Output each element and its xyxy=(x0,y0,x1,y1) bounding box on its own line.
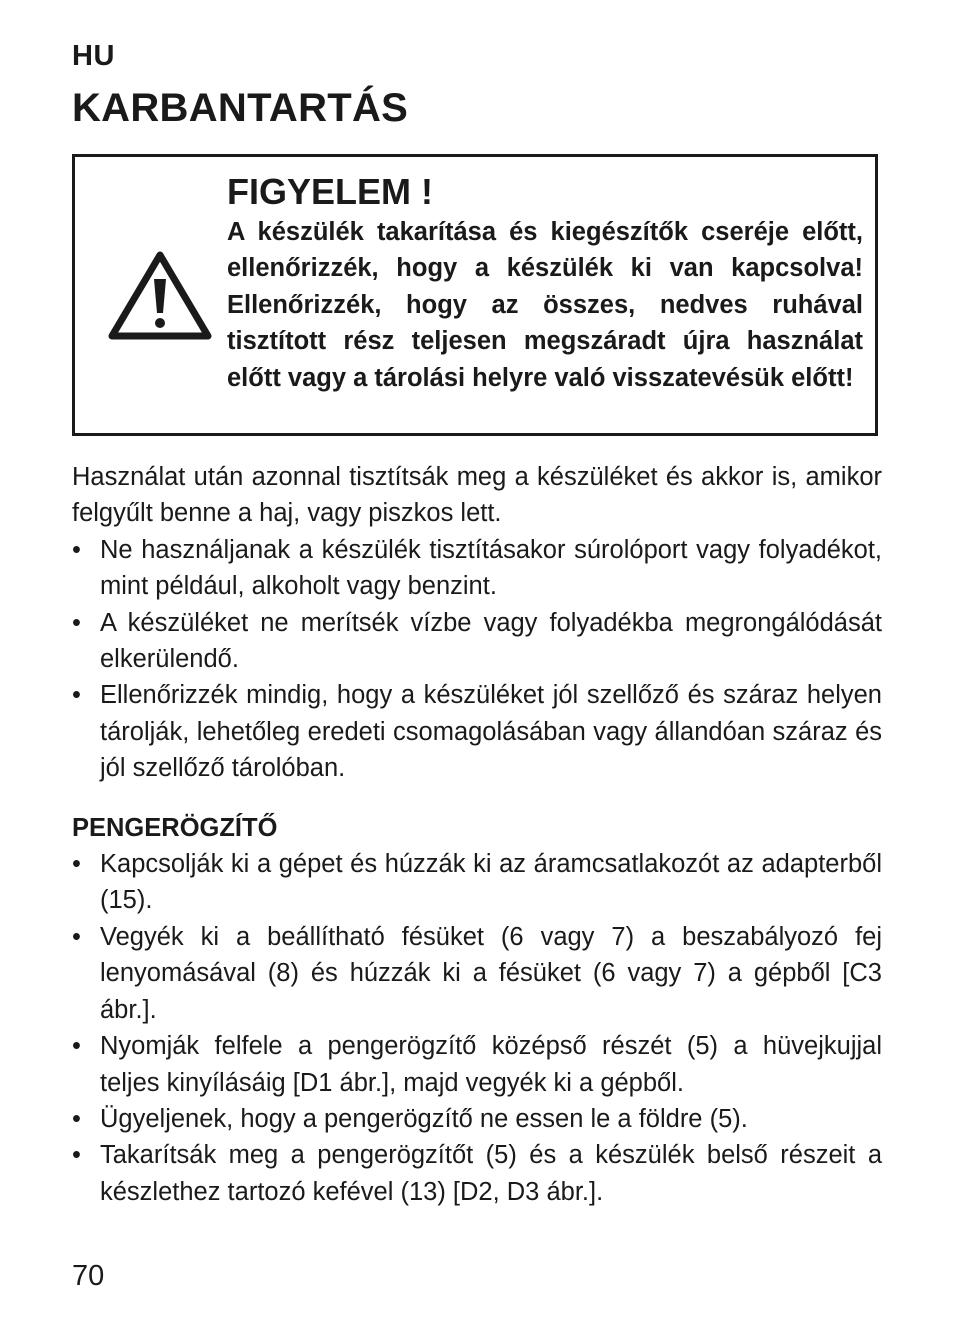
page-number: 70 xyxy=(72,1260,105,1292)
list-item-text: A készüléket ne merítsék vízbe vagy folyadékba megrongálódását elkerülendő. xyxy=(100,608,882,674)
section-list xyxy=(72,846,882,1210)
list-item xyxy=(72,677,882,786)
list-item-text: Ellenőrizzék mindig, hogy a készüléket jól szellőző és száraz helyen tárolják, lehetőleg eredeti csomagolásában vagy állandóan száraz és jól szellőző tárolóban. xyxy=(100,681,882,783)
bullet: • xyxy=(72,608,81,637)
warning-text: A készülék takarítása és kiegészítők cseréje előtt, ellenőrizzék, hogy a készülék ki van kapcsolva! Ellenőrizzék, hogy az összes, nedves ruhával tisztított rész teljesen megszáradt újra használat előtt vagy a tárolási helyre való visszatevésük előtt! xyxy=(227,218,863,392)
list-item xyxy=(72,846,882,919)
list-item xyxy=(72,605,882,678)
bullet: • xyxy=(72,681,81,710)
warning-box xyxy=(72,154,878,436)
list-item-text: Ne használjanak a készülék tisztításakor súrolóport vagy folyadékot, mint például, alkoholt vagy benzint. xyxy=(100,535,882,601)
language-code: HU xyxy=(72,40,115,72)
bullet: • xyxy=(72,922,81,951)
list-item xyxy=(72,1028,882,1101)
page-title: KARBANTARTÁS xyxy=(72,86,409,130)
list-item-text: Kapcsolják ki a gépet és húzzák ki az áramcsatlakozót az adapterből (15). xyxy=(100,850,882,915)
list-item-text: Vegyék ki a beállítható fésüket (6 vagy 7) a beszabályozó fej lenyomásával (8) és húzzák ki a fésüket (6 vagy 7) a gépből [C3 ábr.]. xyxy=(100,922,882,1024)
bullet: • xyxy=(72,535,81,564)
list-item-text: Nyomják felfele a pengerögzítő középső részét (5) a hüvejkujjal teljes kinyílásáig [D1 ábr.], majd vegyék ki a gépből. xyxy=(100,1032,882,1097)
list-item xyxy=(72,1101,882,1137)
list-item xyxy=(72,1137,882,1210)
bullet: • xyxy=(72,1141,81,1170)
care-list xyxy=(72,532,882,787)
intro-paragraph: Használat után azonnal tisztítsák meg a készüléket és akkor is, amikor felgyűlt benne a haj, vagy piszkos lett. xyxy=(72,463,882,528)
warning-triangle-icon xyxy=(107,249,213,341)
list-item-text: Takarítsák meg a pengerögzítőt (5) és a készülék belső részeit a készlethez tartozó kefével (13) [D2, D3 ábr.]. xyxy=(100,1141,882,1206)
main-content xyxy=(72,459,882,1210)
list-item xyxy=(72,919,882,1028)
bullet: • xyxy=(72,1032,81,1061)
bullet: • xyxy=(72,850,81,879)
warning-heading: FIGYELEM ! xyxy=(227,171,433,212)
section-heading: PENGERÖGZÍTŐ xyxy=(72,813,278,842)
list-item xyxy=(72,532,882,605)
bullet: • xyxy=(72,1104,81,1133)
list-item-text: Ügyeljenek, hogy a pengerögzítő ne essen le a földre (5). xyxy=(100,1104,748,1133)
